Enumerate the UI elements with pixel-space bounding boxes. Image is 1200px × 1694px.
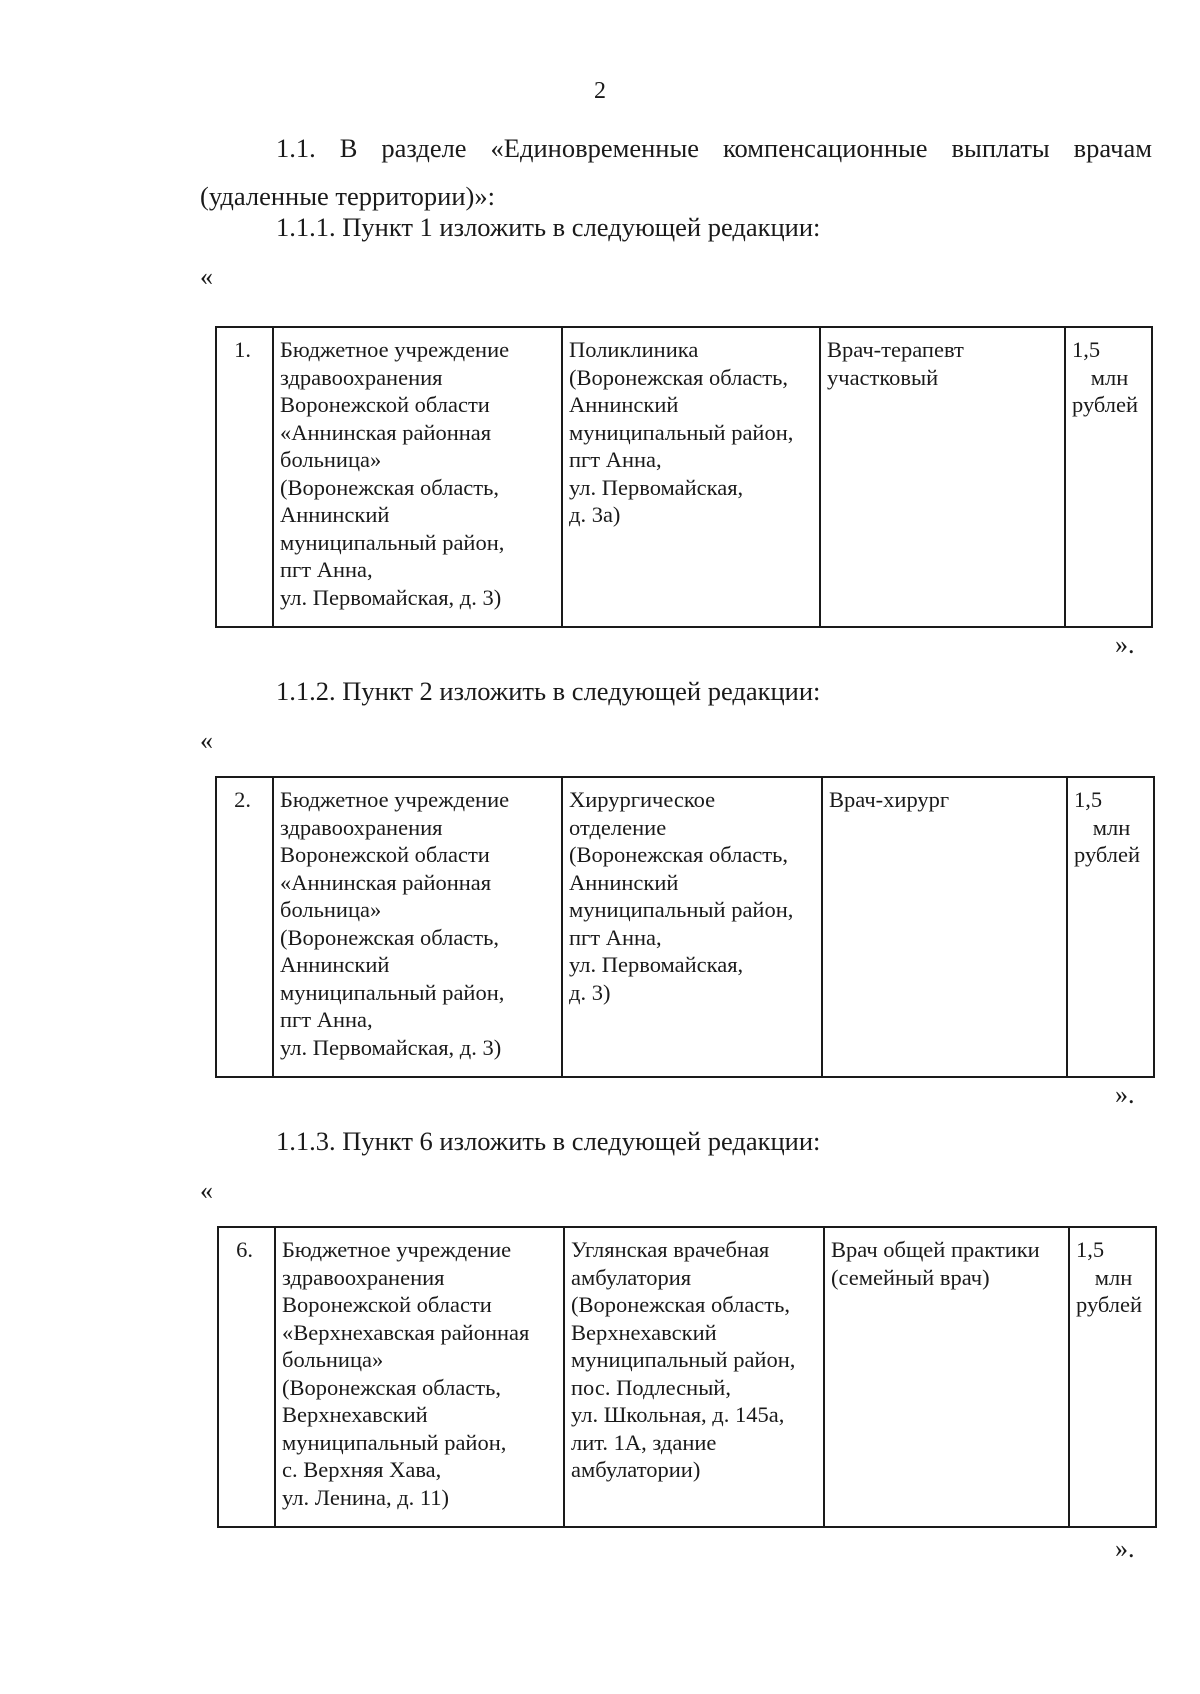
row-number: 6.: [218, 1227, 275, 1527]
unit-cell: Хирургическое отделение (Воронежская область, Аннинский муниципальный район, пгт Анна, ул. Первомайская, д. 3): [562, 777, 822, 1077]
table-row: [216, 777, 1154, 1077]
row-number: 1.: [216, 327, 273, 627]
quote-open-3: «: [200, 1176, 213, 1205]
table-row: [218, 1227, 1156, 1527]
amount-unit-line1: млн: [1092, 814, 1131, 840]
amount-unit-line2: рублей: [1076, 1292, 1143, 1317]
intro-paragraph: [200, 124, 1152, 220]
table-row: [216, 327, 1152, 627]
section-heading-2: 1.1.2. Пункт 2 изложить в следующей редакции:: [276, 676, 821, 706]
amount-unit-line1: млн: [1094, 1264, 1133, 1290]
amount-unit-line2: рублей: [1074, 842, 1141, 867]
position-cell: Врач-хирург: [822, 777, 1067, 1077]
amount-unit-line2: рублей: [1072, 392, 1139, 417]
quote-open-2: «: [200, 726, 213, 755]
position-cell: Врач общей практики (семейный врач): [824, 1227, 1069, 1527]
intro-line-1: 1.1. В разделе «Единовременные компенсационные выплаты врачам: [276, 133, 1152, 163]
amount-cell: [1069, 1227, 1156, 1527]
institution-cell: Бюджетное учреждение здравоохранения Воронежской области «Верхнехавская районная больница» (Воронежская область, Верхнехавский муниципальный район, с. Верхняя Хава, ул. Ленина, д. 11): [275, 1227, 564, 1527]
unit-cell: Поликлиника (Воронежская область, Аннинский муниципальный район, пгт Анна, ул. Первомайская, д. 3а): [562, 327, 820, 627]
amount-cell: [1067, 777, 1154, 1077]
amount-cell: [1065, 327, 1152, 627]
amount-value: 1,5: [1072, 337, 1101, 362]
entry-table-3: [217, 1226, 1157, 1528]
quote-open-1: «: [200, 262, 213, 291]
quote-close-1: ».: [1115, 630, 1135, 659]
section-heading-1: 1.1.1. Пункт 1 изложить в следующей редакции:: [276, 212, 821, 242]
intro-line-2: (удаленные территории)»:: [200, 181, 495, 211]
page-number: 2: [594, 78, 606, 104]
quote-close-3: ».: [1115, 1534, 1135, 1563]
section-heading-3: 1.1.3. Пункт 6 изложить в следующей редакции:: [276, 1126, 821, 1156]
institution-cell: Бюджетное учреждение здравоохранения Воронежской области «Аннинская районная больница» (Воронежская область, Аннинский муниципальный район, пгт Анна, ул. Первомайская, д. 3): [273, 777, 562, 1077]
entry-table-2: [215, 776, 1155, 1078]
unit-cell: Углянская врачебная амбулатория (Воронежская область, Верхнехавский муниципальный район, пос. Подлесный, ул. Школьная, д. 145а, лит. 1А, здание амбулатории): [564, 1227, 824, 1527]
position-cell: Врач-терапевт участковый: [820, 327, 1065, 627]
amount-unit-line1: млн: [1090, 364, 1129, 390]
amount-value: 1,5: [1074, 787, 1103, 812]
row-number: 2.: [216, 777, 273, 1077]
amount-value: 1,5: [1076, 1237, 1105, 1262]
institution-cell: Бюджетное учреждение здравоохранения Воронежской области «Аннинская районная больница» (Воронежская область, Аннинский муниципальный район, пгт Анна, ул. Первомайская, д. 3): [273, 327, 562, 627]
quote-close-2: ».: [1115, 1080, 1135, 1109]
entry-table-1: [215, 326, 1153, 628]
